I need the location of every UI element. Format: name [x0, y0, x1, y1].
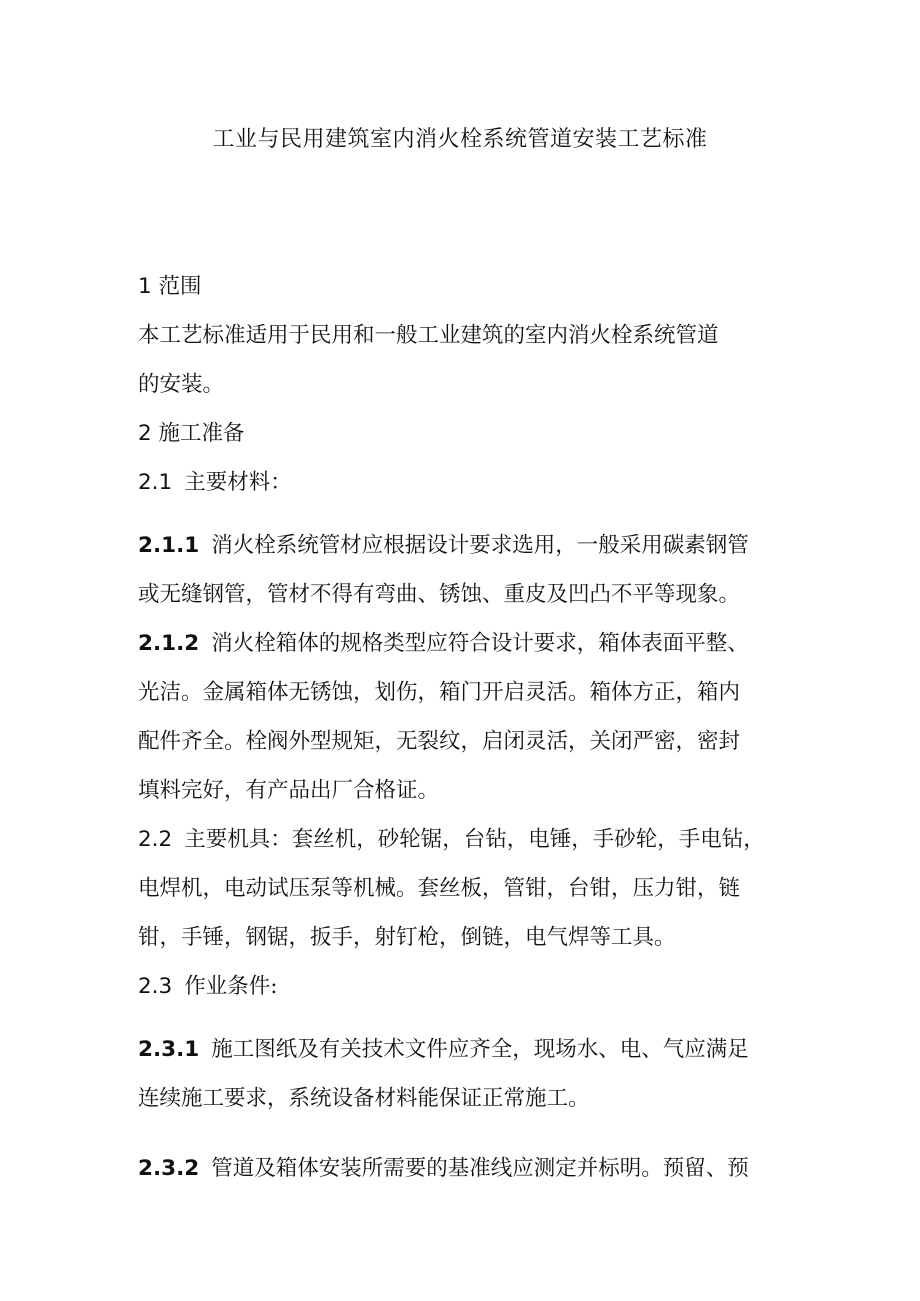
- section-2-heading: [138, 409, 786, 458]
- paragraph-text: 管道及箱体安装所需要的基准线应测定并标明。预留、预: [211, 1156, 749, 1181]
- section-heading-text: 施工准备: [158, 421, 245, 446]
- paragraph-line: 的安装。: [138, 372, 225, 397]
- paragraph-text: 施工图纸及有关技术文件应齐全，现场水、电、气应满足: [211, 1037, 749, 1062]
- section-2-3-1-line: [138, 1025, 786, 1074]
- section-heading-text: 范围: [158, 274, 202, 299]
- section-number: 2.3.2: [138, 1156, 200, 1181]
- document-body: [138, 262, 786, 1193]
- section-2-2-line: [138, 815, 786, 864]
- section-heading-text: 作业条件:: [184, 974, 278, 999]
- paragraph-line: 连续施工要求，系统设备材料能保证正常施工。: [138, 1086, 590, 1111]
- paragraph-line: 或无缝钢管，管材不得有弯曲、锈蚀、重皮及凹凸不平等现象。: [138, 582, 741, 607]
- section-number: 2.1.2: [138, 631, 200, 656]
- section-heading-text: 主要材料：: [184, 470, 292, 495]
- paragraph-line: 填料完好，有产品出厂合格证。: [138, 778, 440, 803]
- document-title: 工业与民用建筑室内消火栓系统管道安装工艺标准: [212, 127, 708, 152]
- paragraph-text: 主要机具：套丝机，砂轮锯，台钻，电锤，手砂轮，手电钻，: [184, 827, 765, 852]
- paragraph-line: 配件齐全。栓阀外型规矩，无裂纹，启闭灵活，关闭严密，密封: [138, 729, 741, 754]
- section-2-1-1-line: [138, 521, 786, 570]
- section-2-1-heading: [138, 458, 786, 507]
- section-2-3-2-line: [138, 1144, 786, 1193]
- section-number: 2.1: [138, 470, 173, 495]
- section-number: 2.3.1: [138, 1037, 200, 1062]
- section-number: 1: [138, 274, 152, 299]
- paragraph-line: 钳，手锤，钢锯，扳手，射钉枪，倒链，电气焊等工具。: [138, 925, 676, 950]
- section-number: 2.3: [138, 974, 173, 999]
- section-number: 2.1.1: [138, 533, 200, 558]
- section-2-1-2-line: [138, 619, 786, 668]
- paragraph-text: 消火栓箱体的规格类型应符合设计要求，箱体表面平整、: [211, 631, 749, 656]
- section-number: 2.2: [138, 827, 173, 852]
- paragraph-text: 消火栓系统管材应根据设计要求选用，一般采用碳素钢管: [211, 533, 749, 558]
- paragraph-line: 电焊机，电动试压泵等机械。套丝板，管钳，台钳，压力钳，链: [138, 876, 741, 901]
- paragraph-line: 本工艺标准适用于民用和一般工业建筑的室内消火栓系统管道: [138, 323, 719, 348]
- paragraph-line: 光洁。金属箱体无锈蚀，划伤，箱门开启灵活。箱体方正，箱内: [138, 680, 741, 705]
- section-1-heading: [138, 262, 786, 311]
- section-number: 2: [138, 421, 152, 446]
- section-2-3-heading: [138, 962, 786, 1011]
